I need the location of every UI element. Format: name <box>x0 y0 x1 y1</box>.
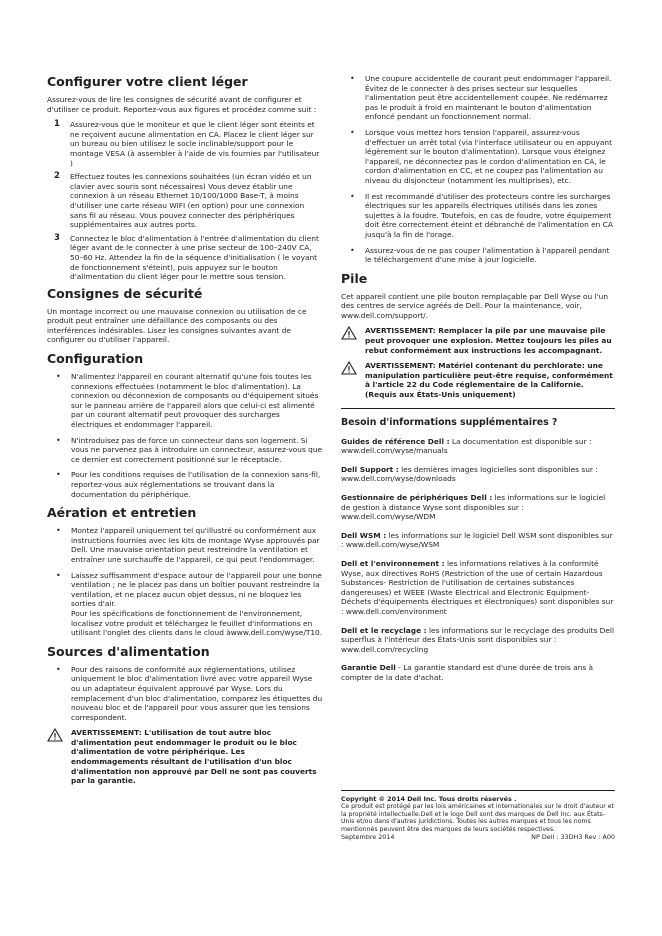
warning-text: AVERTISSEMENT: Matériel contenant du perchlorate: une manipulation particulière peut-être requise, conformément à l'article 22 du Code réglementaire de la Californie. (Requis aux États-Unis uniquement) <box>365 361 613 400</box>
list-item-text: N'alimentez l'appareil en courant alternatif qu'une fois toutes les connexions effectuées (notamment le bloc d'alimentation). La connexion ou déconnexion de composants ou d'équipement situés sur le panneau arrière de l'appareil alors que celui-ci est alimenté par un courant alternatif peut provoquer des surcharges électriques et endommager l'appareil. <box>71 372 319 430</box>
info-item <box>341 663 615 682</box>
publication-date: Septembre 2014 <box>341 833 395 842</box>
info-text: La documentation est disponible sur : www.dell.com/wyse/manuals <box>341 436 592 456</box>
list-item-text: Lorsque vous mettez hors tension l'appareil, assurez-vous d'effectuer un arrêt total (via l'interface utilisateur ou en appuyant légèrement sur le bouton d'alimentation). Lorsque vous éteignez l'appareil, ne déconnectez pas le cordon d'alimentation en CA, le cordon d'alimentation en CC, et ne coupez pas l'alimentation au niveau du disjoncteur (notamment les multiprises), etc. <box>365 127 613 185</box>
list-item-text: Montez l'appareil uniquement tel qu'illustré ou conformément aux instructions fournies avec les kits de montage Wyse approuvés par Dell. Une mauvaise orientation peut restreindre la ventilation et entraîner une surchauffe de l'appareil, ce qui peut l'endommager. <box>71 526 320 564</box>
info-label: Garantie Dell <box>341 663 396 673</box>
info-label: Gestionnaire de périphériques Dell : <box>341 493 493 502</box>
list-item-text: Pour les conditions requises de l'utilisation de la connexion sans-fil, reportez-vous aux réglementations se trouvant dans la documentation du périphérique. <box>71 470 321 499</box>
section-title-pile: Pile <box>341 270 368 286</box>
section-title-info: Besoin d'informations supplémentaires ? <box>341 416 558 428</box>
right-column <box>341 74 615 692</box>
bullet-icon: • <box>350 127 355 137</box>
info-item <box>341 493 615 522</box>
warning-power-supply <box>47 728 323 786</box>
info-label: Dell WSM : <box>341 530 387 540</box>
list-item <box>47 372 323 430</box>
info-text: les informations relatives à la conformité Wyse, aux directives RoHS (Restriction of the use of certain Hazardous Substances- Restriction de l'utilisation de certaines substances dangereuses) et WEEE (Waste Electrical and Electronic Equipment- Déchets d'équipements électriques et électroniques) sont disponibles sur : www.dell.com/environment <box>341 558 614 616</box>
bullet-icon: • <box>56 570 61 580</box>
section-title-sources: Sources d'alimentation <box>47 643 210 659</box>
list-item <box>341 192 615 240</box>
info-item <box>341 531 615 550</box>
info-item <box>341 437 615 456</box>
list-item-text: N'introduisez pas de force un connecteur dans son logement. Si vous ne parvenez pas à introduire un connecteur, assurez-vous que ce dernier est correctement positionné sur le réceptacle. <box>71 435 323 464</box>
bullet-icon: • <box>56 526 61 536</box>
list-item <box>47 571 323 638</box>
footer <box>341 790 615 841</box>
section-title-aeration: Aération et entretien <box>47 505 197 521</box>
info-label: Dell et l'environnement : <box>341 558 445 568</box>
list-item-text: Une coupure accidentelle de courant peut endommager l'appareil. Évitez de le connecter à des prises secteur sur lesquelles l'alimentation peut être accidentellement coupée. Ne redémarrez pas le produit à froid en maintenant le bouton d'alimentation enfoncé pendant un fonctionnement normal. <box>365 74 612 122</box>
warning-triangle-icon <box>47 728 63 742</box>
warning-text: AVERTISSEMENT: Remplacer la pile par une mauvaise pile peut provoquer une explosion. Mettez toujours les piles au rebut conformément aux instructions les accompagnant. <box>365 326 612 355</box>
info-label: Guides de référence Dell : <box>341 436 450 446</box>
bullet-icon: • <box>56 372 61 382</box>
footer-row <box>341 833 615 841</box>
list-item <box>47 526 323 564</box>
warning-perchlorate <box>341 361 615 399</box>
step-item <box>47 234 323 282</box>
setup-steps <box>47 120 323 282</box>
list-item-text: Pour des raisons de conformité aux réglementations, utilisez uniquement le bloc d'alimentation livré avec votre appareil Wyse ou un adaptateur équivalent approuvé par Wyse. Lors du remplacement d'un bloc d'alimentation, comparez les étiquettes du nouveau bloc et de l'appareil pour vous assurer que les tensions correspondent. <box>71 664 323 722</box>
bullet-icon: • <box>350 245 355 255</box>
info-label: Dell Support : <box>341 464 399 474</box>
list-item <box>341 74 615 122</box>
step-item <box>47 120 323 168</box>
legal-notice: Ce produit est protégé par les lois américaines et internationales sur le droit d'auteur et la propriété intellectuelle.Dell et le logo Dell sont des marques de Dell Inc. aux États-Unis et/ou dans d'autres juridictions. Toutes les autres marques et tous les noms mentionnés peuvent être des marques de leurs sociétés respectives. <box>341 803 614 833</box>
divider <box>341 408 615 409</box>
left-column <box>47 74 323 792</box>
part-number: NP Dell : 33DH3 Rev : A00 <box>531 833 615 842</box>
step-text: Connectez le bloc d'alimentation à l'entrée d'alimentation du client léger avant de le connecter à une prise secteur de 100–240V CA, 50–60 Hz. Attendez la fin de la séquence d'initialisation ( le voyant de fonctionnement s'éteint), puis appuyez sur le bouton d'alimentation du client léger pour le mettre sous tension. <box>70 233 319 282</box>
configuration-list <box>47 372 323 499</box>
bullet-icon: • <box>56 664 61 674</box>
list-item-text: Il est recommandé d'utiliser des protecteurs contre les surcharges électriques sur les appareils électriques utilisés dans les zones sujettes à la foudre. Toutefois, en cas de foudre, votre équipement doit être correctement éteint et débranché de l'alimentation en CA jusqu'à la fin de l'orage. <box>365 191 613 239</box>
info-item <box>341 465 615 484</box>
section-title-configurer: Configurer votre client léger <box>47 74 248 89</box>
list-item <box>47 470 323 499</box>
list-item <box>47 436 323 465</box>
list-item <box>47 665 323 723</box>
step-number: 1 <box>54 119 60 130</box>
configurer-intro: Assurez-vous de lire les consignes de sécurité avant de configurer et d'utiliser ce produit. Reportez-vous aux figures et procédez comme suit : <box>47 95 317 114</box>
info-text: les informations sur le logiciel de gestion à distance Wyse sont disponibles sur : www.dell.com/wyse/WDM <box>341 493 606 522</box>
warning-text: AVERTISSEMENT: L'utilisation de tout autre bloc d'alimentation peut endommager le produit ou le bloc d'alimentation de votre périphérique. Les endommagements résultant de l'utilisation d'un bloc d'alimentation non approuvé par Dell ne sont pas couverts par la garantie. <box>71 728 317 786</box>
step-number: 3 <box>54 232 60 243</box>
info-text: les informations sur le logiciel Dell WSM sont disponibles sur : www.dell.com/wyse/WSM <box>341 530 613 550</box>
sources-list-continued <box>341 74 615 265</box>
step-number: 2 <box>54 171 60 182</box>
copyright: Copyright © 2014 Dell Inc. Tous droits réservés . <box>341 795 517 803</box>
sources-list <box>47 665 323 723</box>
info-text: - La garantie standard est d'une durée de trois ans à compter de la date d'achat. <box>341 663 594 682</box>
consignes-text: Un montage incorrect ou une mauvaise connexion ou utilisation de ce produit peut entraîner une défaillance des composants ou des interférences indésirables. Lisez les consignes suivantes avant de configurer ou d'utiliser l'appareil. <box>47 306 307 345</box>
warning-triangle-icon <box>341 326 357 340</box>
info-item <box>341 559 615 617</box>
list-item-extra-text: Pour les spécifications de fonctionnement de l'environnement, localisez votre produit et téléchargez le feuillet d'informations en utilisant l'onglet des clients dans le cloud àwww.dell.com/wyse/T10. <box>71 608 323 638</box>
bullet-icon: • <box>350 191 355 201</box>
bullet-icon: • <box>350 74 355 83</box>
list-item-text: Assurez-vous de ne pas couper l'alimentation à l'appareil pendant le téléchargement d'une mise à jour logicielle. <box>365 245 610 265</box>
info-item <box>341 626 615 655</box>
section-title-configuration: Configuration <box>47 351 144 367</box>
info-text: les informations sur le recyclage des produits Dell superflus à l'intérieur des États-Unis sont disponibles sur : www.dell.com/recycling <box>341 625 614 654</box>
step-item <box>47 172 323 230</box>
info-label: Dell et le recyclage : <box>341 625 427 635</box>
step-text: Effectuez toutes les connexions souhaitées (un écran vidéo et un clavier avec souris sont nécessaires) Vous devez établir une connexion à un réseau Ethernet 10/100/1000 Base-T, à moins d'utiliser une carte réseau WIFI (en option) pour une connexion sans fil au réseau. Vous pouvez connecter des périphériques supplémentaires aux autres ports. <box>70 172 312 230</box>
list-item <box>341 128 615 186</box>
step-text: Assurez-vous que le moniteur et que le client léger sont éteints et ne reçoivent aucune alimentation en CA. Placez le client léger sur un bureau ou bien utilisez le socle inclinable/support pour le montage VESA (à assembler à l'aide de vis fournies par l'utilisateur ) <box>70 120 320 168</box>
aeration-list <box>47 526 323 638</box>
warning-battery <box>341 326 615 355</box>
pile-text: Cet appareil contient une pile bouton remplaçable par Dell Wyse ou l'un des centres de service agréés de Dell. Pour la maintenance, voir, www.dell.com/support/. <box>341 291 609 320</box>
info-text: les dernières images logicielles sont disponibles sur : www.dell.com/wyse/downloads <box>341 464 598 484</box>
section-title-consignes: Consignes de sécurité <box>47 285 203 301</box>
bullet-icon: • <box>56 435 61 445</box>
list-item <box>341 246 615 265</box>
warning-triangle-icon <box>341 361 357 375</box>
list-item-text: Laissez suffisamment d'espace autour de l'appareil pour une bonne ventilation ; ne le placez pas dans un boîtier pouvant restreindre la ventilation, et ne placez aucun objet dessus, ni ne bloquez les sorties d'air. <box>71 570 322 609</box>
bullet-icon: • <box>56 470 61 480</box>
